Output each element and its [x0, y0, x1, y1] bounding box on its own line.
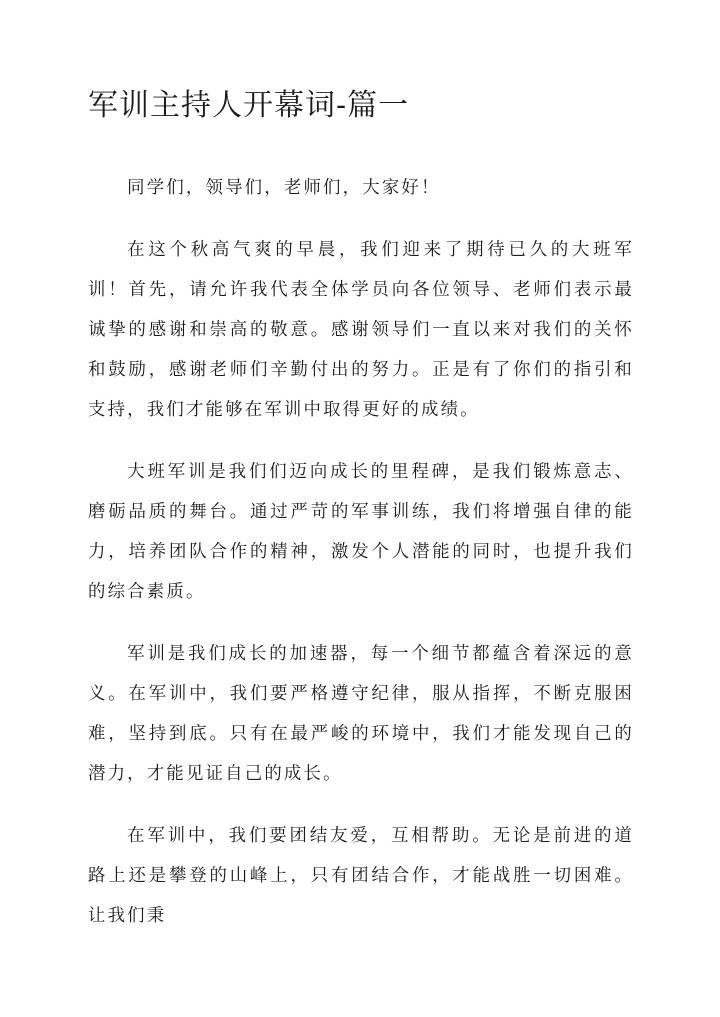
paragraph-unity: 在军训中，我们要团结友爱，互相帮助。无论是前进的道路上还是攀登的山峰上，只有团结合作，才能战胜一切困难。让我们秉	[88, 826, 634, 926]
paragraph-opening-thanks: 在这个秋高气爽的早晨，我们迎来了期待已久的大班军训！首先，请允许我代表全体学员向各位领导、老师们表示最诚挚的感谢和崇高的敬意。感谢领导们一直以来对我们的关怀和鼓励，感谢老师们辛勤付出的努力。正是有了你们的指引和支持，我们才能够在军训中取得更好的成绩。	[88, 240, 634, 420]
paragraph-growth-accelerator: 军训是我们成长的加速器，每一个细节都蕴含着深远的意义。在军训中，我们要严格遵守纪律，服从指挥，不断克服困难，坚持到底。只有在最严峻的环境中，我们才能发现自己的潜力，才能见证自己的成长。	[88, 644, 634, 784]
document-body	[88, 168, 634, 958]
paragraph-training-milestone: 大班军训是我们们迈向成长的里程碑，是我们锻炼意志、磨砺品质的舞台。通过严苛的军事训练，我们将增强自律的能力，培养团队合作的精神，激发个人潜能的同时，也提升我们的综合素质。	[88, 462, 634, 602]
paragraph-greeting: 同学们，领导们，老师们，大家好！	[127, 178, 441, 198]
document-title: 军训主持人开幕词-篇一	[88, 88, 410, 123]
